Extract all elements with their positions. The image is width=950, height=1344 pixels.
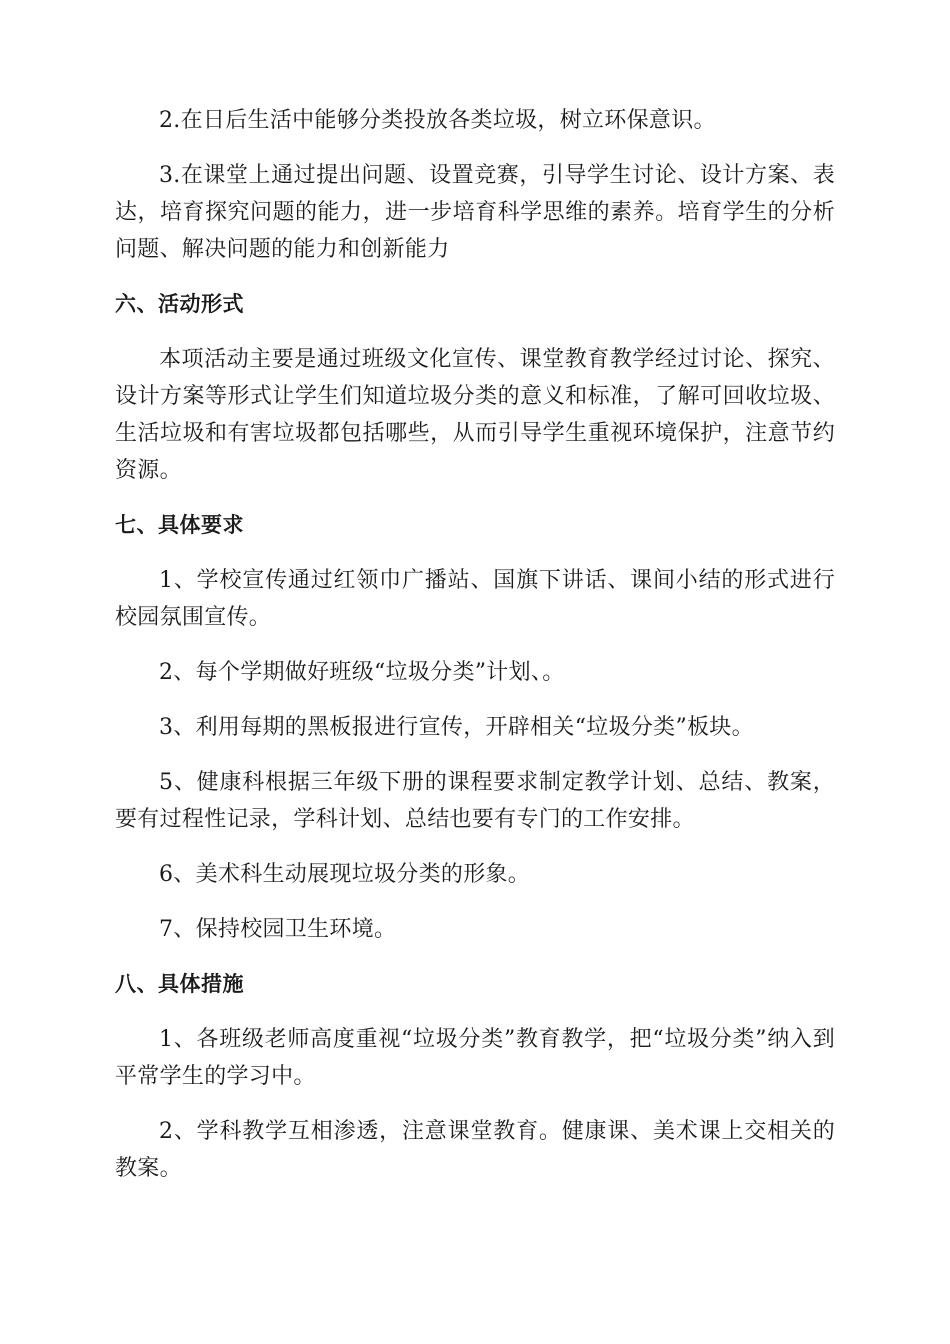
paragraph-activity-form: 本项活动主要是通过班级文化宣传、课堂教育教学经过讨论、探究、设计方案等形式让学生们知道垃圾分类的意义和标准，了解可回收垃圾、生活垃圾和有害垃圾都包括哪些，从而引导学生重视环境保护，注意节约资源。: [115, 347, 835, 483]
paragraph-measure-2: 2、学科教学互相渗透，注意课堂教育。健康课、美术课上交相关的教案。: [115, 1119, 835, 1181]
paragraph-requirement-7: 7、保持校园卫生环境。: [159, 917, 397, 942]
section-heading-measures: 八、具体措施: [115, 972, 244, 996]
paragraph-requirement-6: 6、美术科生动展现垃圾分类的形象。: [159, 862, 531, 887]
paragraph-requirement-3: 3、利用每期的黑板报进行宣传，开辟相关“垃圾分类”板块。: [159, 715, 754, 740]
paragraph-requirement-1: 1、学校宣传通过红领巾广播站、国旗下讲话、课间小结的形式进行校园氛围宣传。: [115, 568, 835, 630]
section-heading-activity-form: 六、活动形式: [115, 292, 244, 316]
paragraph-goal-2: 2.在日后生活中能够分类投放各类垃圾，树立环保意识。: [159, 108, 716, 133]
paragraph-requirement-5: 5、健康科根据三年级下册的课程要求制定教学计划、总结、教案，要有过程性记录，学科计划、总结也要有专门的工作安排。: [115, 770, 835, 832]
paragraph-requirement-2: 2、每个学期做好班级“垃圾分类”计划、。: [159, 660, 565, 685]
section-heading-requirements: 七、具体要求: [115, 513, 244, 537]
document-page: [115, 102, 835, 1205]
paragraph-goal-3: 3.在课堂上通过提出问题、设置竞赛，引导学生讨论、设计方案、表达，培育探究问题的能力，进一步培育科学思维的素养。培育学生的分析问题、解决问题的能力和创新能力: [115, 163, 835, 262]
paragraph-measure-1: 1、各班级老师高度重视“垃圾分类”教育教学，把“垃圾分类”纳入到平常学生的学习中。: [115, 1027, 835, 1089]
